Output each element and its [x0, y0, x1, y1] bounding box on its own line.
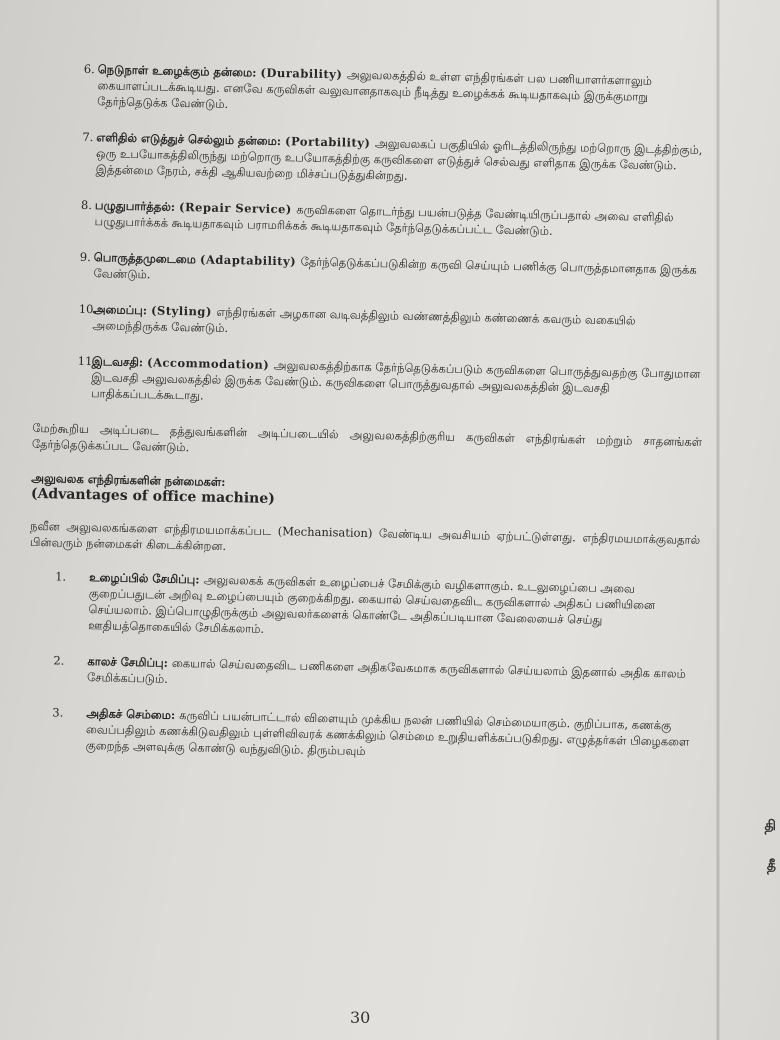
- principle-english-term: (Styling): [150, 303, 217, 319]
- principle-heading: எளிதில் எடுத்துச் செல்லும் தன்மை:: [96, 130, 286, 149]
- principle-english-term: (Portability): [284, 134, 376, 151]
- advantage-body: கருவிப் பயன்பாட்டால் விளையும் முக்கிய நலன் பணியில் செம்மையாகும். குறிப்பாக, கணக்கு வைப்பதிலும் கணக்கிடுவதிலும் புள்ளிவிவரக் கணக்கிலும் செம்மை உறுதியளிக்கப்படுகிறது. எழுத்தர்கள் பிழைகளை குறைந்த அளவுக்கு கொண்டு வந்துவிடும். திரும்பவும்: [85, 708, 690, 758]
- principle-body: அலுவலகப் பகுதியில் ஓரிடத்திலிருந்து மற்றொரு இடத்திற்கும், ஒரு உபயோகத்திலிருந்து மற்றொரு உபயோகத்திற்கு கருவிகளை எடுத்துச் செல்வது எளிதாக இருக்க வேண்டும். இத்தன்மை நேரம், சக்தி ஆகியவற்றை மிச்சப்படுத்துகின்றது.: [95, 136, 703, 183]
- advantage-item: [26, 704, 697, 766]
- principle-english-term: (Accommodation): [146, 355, 274, 372]
- advantage-item: [27, 652, 698, 698]
- principle-body: அலுவலகத்தில் உள்ள எந்திரங்கள் பல பணியாளர்களாலும் கையாளப்படக்கூடியது. எனவே கருவிகள் வலுவானதாகவும் நீடித்து உழைக்கக் கூடியதாகவும் இருக்குமாறு தேர்ந்தெடுக்க வேண்டும்.: [97, 67, 653, 111]
- principle-english-term: (Repair Service): [178, 199, 297, 217]
- principle-item: [39, 60, 710, 122]
- principle-body: கருவிகளை தொடர்ந்து பயன்படுத்த வேண்டியிருப்பதால் அவை எளிதில் பழுதுபார்க்கக் கூடியதாகவும் பராமரிக்கக் கூடியதாகவும் தேர்ந்தெடுக்கப்பட்ட வேண்டும்.: [94, 202, 674, 238]
- principle-heading: பழுதுபார்த்தல்:: [94, 198, 180, 214]
- advantage-heading: காலச் சேமிப்பு:: [87, 654, 173, 670]
- principle-body: தேர்ந்தெடுக்கப்படுகின்ற கருவி செய்யும் பணிக்கு பொருத்தமானதாக இருக்க வேண்டும்.: [93, 254, 697, 282]
- principle-body: எந்திரங்கள் அழகான வடிவத்திலும் வண்ணத்திலும் கண்ணைக் கவரும் வகையில் அமைந்திருக்க வேண்டும்.: [92, 304, 636, 335]
- advantage-body: அலுவலகக் கருவிகள் உழைப்பைச் சேமிக்கும் வழிகளாகும். உடலுழைப்பை அவை குறைப்பதுடன் அறிவு உழைப்பையும் குறைக்கிறது. கையால் செய்வதைவிட கருவிகளால் அதிகப் பணியினை செய்யலாம். இப்பொழுதிருக்கும் அலுவலர்களைக் கொண்டே அதிகப்படியான வேலையைச் செய்து ஊதியத்தொகையில் சேமிக்கலாம்.: [88, 572, 656, 636]
- principle-heading: இடவசதி:: [91, 354, 148, 370]
- principle-heading: நெடுநாள் உழைக்கும் தன்மை:: [97, 62, 261, 80]
- advantage-body: கையால் செய்வதைவிட பணிகளை அதிகவேகமாக கருவிகளால் செய்யலாம் இதனால் அதிக காலம் சேமிக்கப்படும்.: [86, 655, 686, 686]
- margin-mark: தீ: [766, 858, 776, 874]
- principle-item: [33, 352, 704, 414]
- advantage-number: 1.: [55, 569, 67, 584]
- section-heading-tamil: அலுவலக எந்திரங்களின் நன்மைகள்:: [31, 470, 226, 489]
- principle-body: அலுவலகத்திற்காக தேர்ந்தெடுக்கப்படும் கருவிகளை பொருத்துவதற்கு போதுமான இடவசதி அலுவலகத்தில் இருக்க வேண்டும். கருவிகளை பொருத்துவதால் அலுவலகத்தின் இடவசதி பாதிக்கப்படக்கூடாது.: [90, 357, 701, 403]
- principle-number: 11.: [77, 353, 97, 369]
- advantage-heading: அதிகச் செம்மை:: [86, 706, 180, 723]
- advantage-item: [28, 568, 699, 646]
- principle-heading: பொருத்தமுடைமை: [93, 250, 201, 267]
- page-fold-shadow: [716, 0, 720, 1040]
- principle-item: [38, 128, 709, 190]
- summary-paragraph: மேற்கூறிய அடிப்படை தத்துவங்களின் அடிப்படையில் அலுவலகத்திற்குரிய கருவிகள் எந்திரங்கள் மற்றும் சாதனங்கள் தேர்ந்தெடுக்கப்பட வேண்டும்.: [31, 420, 703, 455]
- principle-number: 7.: [82, 129, 94, 145]
- advantage-heading: உழைப்பில் சேமிப்பு:: [89, 570, 204, 587]
- principle-number: 10.: [78, 301, 98, 317]
- principle-english-term: (Durability): [260, 65, 348, 82]
- principle-number: 6.: [83, 61, 95, 77]
- principle-heading: அமைப்பு:: [92, 302, 152, 318]
- intro-paragraph: நவீன அலுவலகங்களை எந்திரமயமாக்கப்பட (Mechanisation) வேண்டிய அவசியம் ஏற்பட்டுள்ளது. எந்திரமயமாக்குவதால் பின்வரும் நன்மைகள் கிடைக்கின்றன.: [29, 518, 701, 554]
- principle-item: [34, 300, 705, 346]
- margin-mark: தி: [764, 818, 776, 834]
- principle-item: [35, 248, 706, 294]
- principle-item: [36, 196, 707, 242]
- principle-english-term: (Adaptability): [199, 252, 301, 269]
- section-heading-english: (Advantages of office machine): [30, 485, 275, 508]
- page-number: 30: [350, 1008, 371, 1027]
- page-content: [25, 60, 710, 786]
- principle-number: 9.: [79, 249, 92, 265]
- principle-number: 8.: [80, 197, 93, 213]
- advantage-number: 2.: [53, 653, 65, 668]
- advantage-number: 3.: [52, 705, 64, 720]
